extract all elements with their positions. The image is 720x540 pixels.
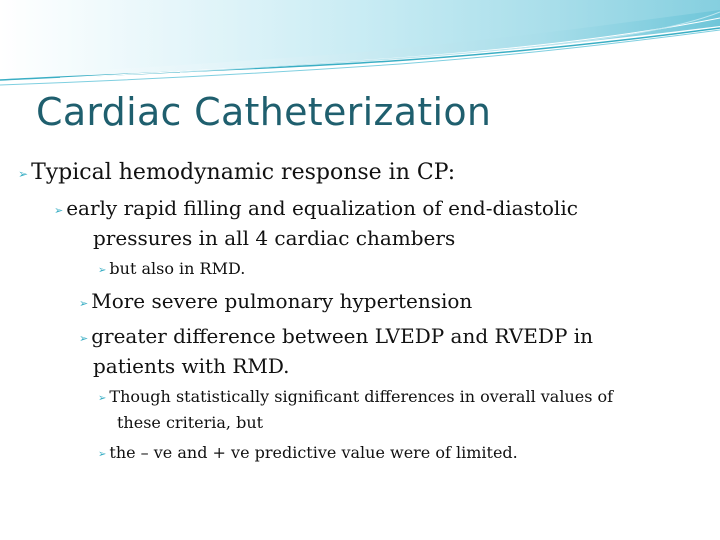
bullet-text-continuation	[93, 351, 290, 381]
bullet-arrow-icon: ➢	[98, 393, 107, 404]
bullet-item	[79, 321, 593, 354]
bullet-item	[98, 440, 518, 468]
bullet-arrow-icon: ➢	[79, 332, 89, 345]
bullet-arrow-icon: ➢	[18, 167, 29, 181]
bullet-text: More severe pulmonary hypertension	[91, 289, 473, 313]
bullet-text: the – ve and + ve predictive value were of limited.	[109, 443, 518, 462]
bullet-text: Typical hemodynamic response in CP:	[31, 160, 456, 185]
bullet-text: greater difference between LVEDP and RVEDP in	[91, 324, 594, 348]
bullet-arrow-icon: ➢	[79, 297, 89, 310]
slide-title: Cardiac Catheterization	[36, 90, 492, 134]
bullet-text: these criteria, but	[117, 413, 264, 432]
bullet-item	[54, 193, 578, 226]
bullet-arrow-icon: ➢	[98, 449, 107, 460]
bullet-item	[79, 286, 472, 319]
bullet-text: pressures in all 4 cardiac chambers	[93, 226, 456, 250]
bullet-text: early rapid filling and equalization of end-diastolic	[66, 196, 578, 220]
bullet-item	[18, 157, 455, 190]
bullet-text: Though statistically significant differences in overall values of	[109, 387, 614, 406]
bullet-text-continuation	[93, 223, 455, 253]
bullet-text-continuation	[117, 410, 263, 436]
bullet-arrow-icon: ➢	[54, 204, 64, 217]
bullet-item	[98, 256, 245, 284]
bullet-item	[98, 384, 613, 412]
bullet-arrow-icon: ➢	[98, 265, 107, 276]
bullet-text: patients with RMD.	[93, 354, 290, 378]
bullet-text: but also in RMD.	[109, 259, 246, 278]
